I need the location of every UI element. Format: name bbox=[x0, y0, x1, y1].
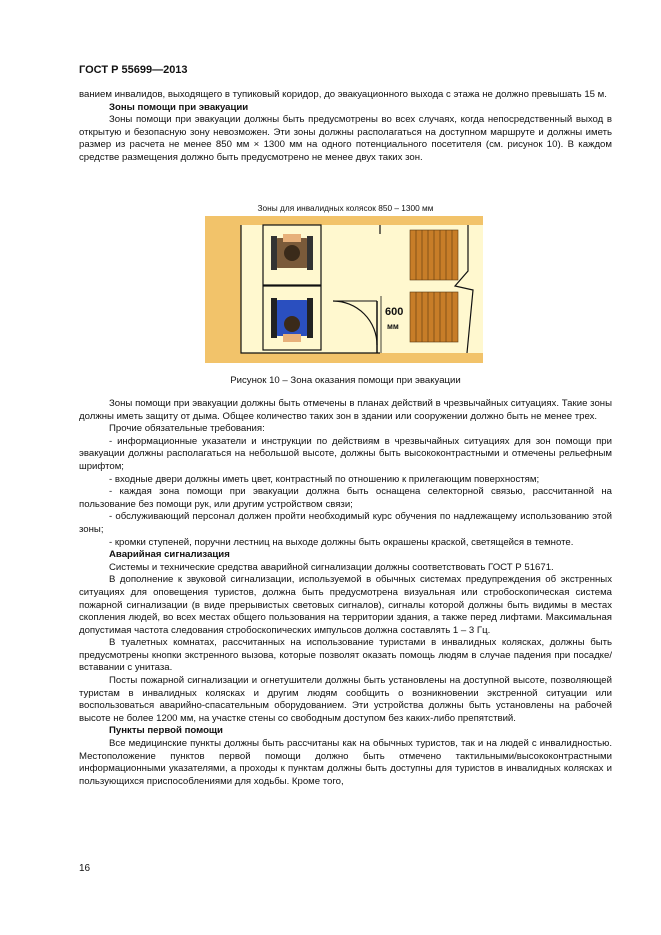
figure-title: Зоны для инвалидных колясок 850 – 1300 мм bbox=[257, 203, 434, 213]
wheelchair-user-upper-icon bbox=[271, 234, 313, 270]
left-wall bbox=[205, 216, 241, 363]
paragraph: Зоны помощи при эвакуации должны быть предусмотрены во всех случаях, когда непосредственный выход в открытую и безопасную зону невозможен. Эти зоны должны располагаться на доступном маршруте и должны иметь размер из расчета не менее 850 мм × 1300 мм на одного потенциального посетителя (см. рисунок 10). В каждом средстве размещения должно быть предусмотрено не менее двух таких зон. bbox=[79, 114, 612, 163]
dimension-unit: мм bbox=[387, 322, 399, 331]
bottom-wall bbox=[205, 353, 483, 363]
paragraph: - кромки ступеней, поручни лестниц на выходе должны быть окрашены краской, светящейся в темноте. bbox=[109, 536, 574, 548]
evacuation-zone-figure bbox=[205, 216, 483, 363]
section-heading: Зоны помощи при эвакуации bbox=[109, 101, 249, 113]
paragraph: Прочие обязательные требования: bbox=[109, 423, 265, 435]
paragraph: - информационные указатели и инструкции по действиям в чрезвычайных ситуациях для зон помощи при эвакуации должны располагаться на небольшой высоте, должны быть высококонтрастными и отмечены рельефным шрифтом; bbox=[79, 435, 612, 472]
text-block-bottom bbox=[79, 398, 612, 788]
document-header: ГОСТ Р 55699—2013 bbox=[79, 64, 188, 76]
paragraph: - входные двери должны иметь цвет, контрастный по отношению к прилегающим поверхностям; bbox=[109, 473, 540, 485]
paragraph: ванием инвалидов, выходящего в тупиковый коридор, до эвакуационного выхода с этажа не должно превышать 15 м. bbox=[79, 89, 607, 100]
paragraph: Системы и технические средства аварийной сигнализации должны соответствовать ГОСТ Р 51671. bbox=[109, 561, 554, 573]
paragraph: Все медицинские пункты должны быть рассчитаны как на обычных туристов, так и на людей с инвалидностью. Местоположение пунктов первой помощи должно быть отмечено тактильными/высококонтрастными информационными указателями, а проходы к пунктам должны быть доступны для туристов в инвалидных колясках и пользующихся приспособлениями для ходьбы. Кроме того, bbox=[79, 738, 612, 787]
top-wall bbox=[205, 216, 483, 225]
paragraph: В туалетных комнатах, рассчитанных на использование туристами в инвалидных колясках, должны быть предусмотрены кнопки экстренного вызова, которые позволят оказать помощь людям в случае падения при посадке/вставании с унитаза. bbox=[79, 637, 612, 674]
wheelchair-user-lower-icon bbox=[271, 298, 313, 342]
paragraph: - каждая зона помощи при эвакуации должна быть оснащена селекторной связью, рассчитанной на пользование без помощи рук, или другим устройством связи; bbox=[79, 486, 612, 510]
stairs-upper bbox=[410, 230, 458, 280]
text-block-top bbox=[79, 89, 612, 165]
section-heading: Пункты первой помощи bbox=[109, 725, 223, 737]
stairs-lower bbox=[410, 292, 458, 342]
section-heading: Аварийная сигнализация bbox=[109, 549, 230, 561]
figure-caption: Рисунок 10 – Зона оказания помощи при эвакуации bbox=[230, 375, 461, 386]
paragraph: - обслуживающий персонал должен пройти необходимый курс обучения по надлежащему использованию этой зоны; bbox=[79, 511, 612, 535]
dimension-value: 600 bbox=[385, 306, 404, 318]
paragraph: В дополнение к звуковой сигнализации, используемой в обычных системах предупреждения об экстренных ситуациях для оповещения туристов, должна быть предусмотрена визуальная или стробоскопическая система пожарной сигнализации (в виде прерывистых световых сигналов), сигналы которой должны быть видимы в местах скопления людей, во всех местах общего пользования на территории здания, а также перед лифтами. Максимальная допустимая частота следования стробоскопических импульсов должна составлять 1 – 3 Гц. bbox=[79, 574, 612, 636]
paragraph: Посты пожарной сигнализации и огнетушители должны быть установлены на доступной высоте, позволяющей туристам в инвалидных колясках и другим людям сообщить о возникновении экстренной ситуации или воспользоваться аварийно-спасательным оборудованием. Эти устройства должны быть установлены на рабочей высоте не более 1200 мм, на участке стены со свободным доступом без каких-либо препятствий. bbox=[79, 675, 612, 724]
paragraph: Зоны помощи при эвакуации должны быть отмечены в планах действий в чрезвычайных ситуациях. Такие зоны должны иметь защиту от дыма. Общее количество таких зон в здании или сооружении должно быть не менее трех. bbox=[79, 398, 612, 422]
page-number: 16 bbox=[79, 863, 91, 874]
